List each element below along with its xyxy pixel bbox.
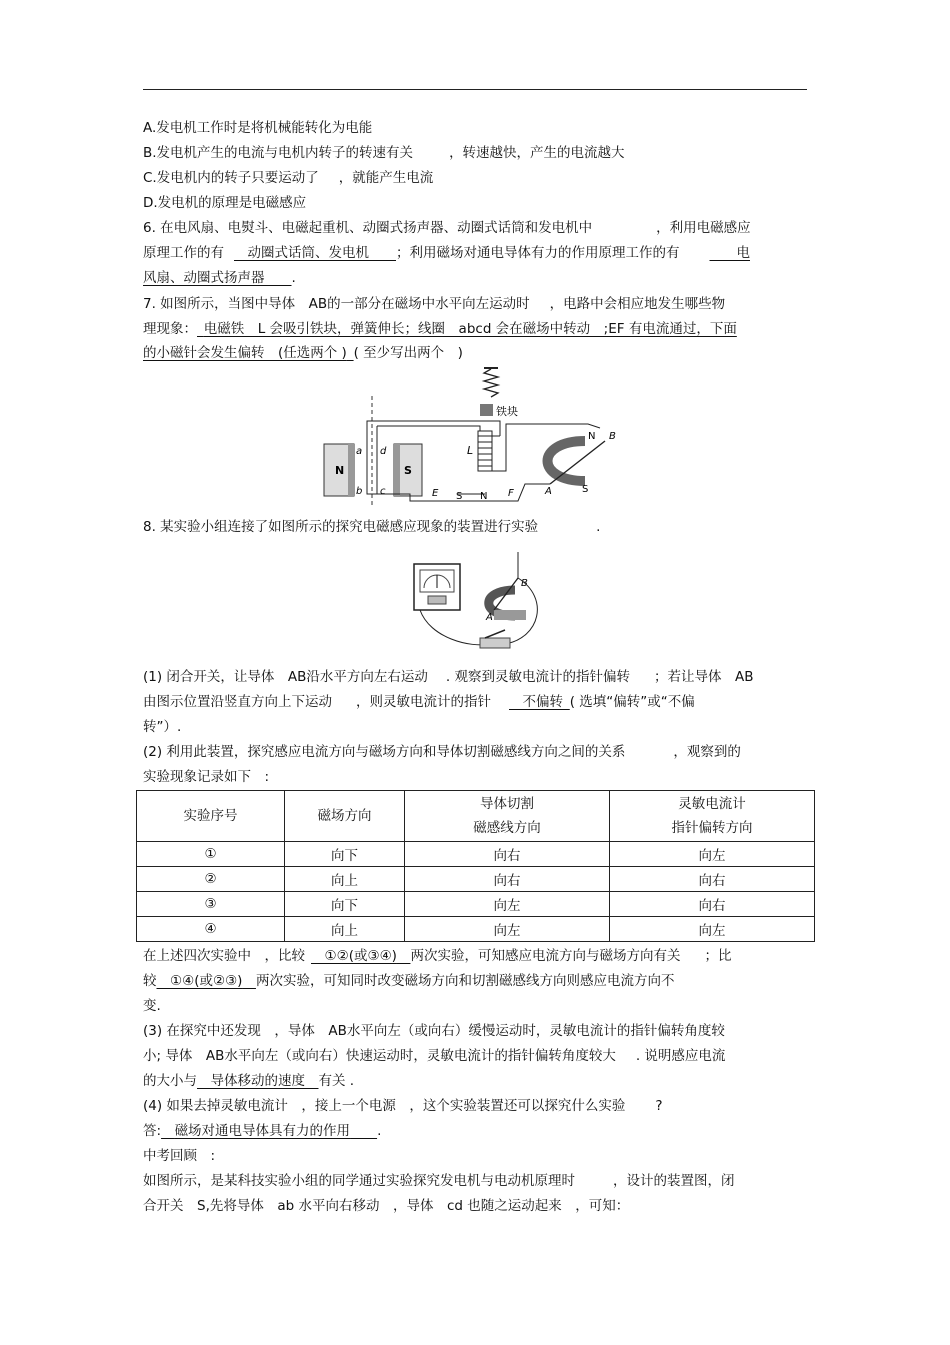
- svg-text:b: b: [356, 486, 363, 497]
- p1-answer: 不偏转: [522, 694, 563, 710]
- svg-text:S: S: [456, 491, 463, 502]
- svg-text:d: d: [380, 446, 387, 457]
- svg-text:N: N: [335, 464, 345, 477]
- option-a: A.发电机工作时是将机械能转化为电能: [143, 120, 373, 136]
- option-b: B.发电机产生的电流与电机内转子的转速有关 ，转速越快，产生的电流越大: [143, 145, 625, 161]
- header-rule: [143, 89, 807, 90]
- svg-text:F: F: [508, 488, 514, 499]
- q6-line2: 原理工作的有 动圈式话筒、发电机 ；利用磁场对通电导体有力的作用原理工作的有 电: [143, 245, 750, 261]
- svg-text:B: B: [521, 578, 528, 589]
- p1-line1: (1) 闭合开关，让导体 AB沿水平方向左右运动 . 观察到灵敏电流计的指针偏转 ；若让导体 AB: [143, 669, 754, 685]
- after-line1: 在上述四次实验中 ，比较 ①②(或③④) 两次实验，可知感应电流方向与磁场方向有关 ；比: [143, 948, 732, 964]
- svg-text:S: S: [404, 464, 412, 477]
- after-answer-2: ①④(或②③): [170, 973, 243, 989]
- q8-line: 8. 某实验小组连接了如图所示的探究电磁感应现象的装置进行实验 .: [143, 519, 601, 535]
- spring-icon: [484, 369, 498, 397]
- table-row: ② 向上 向右 向右: [137, 867, 815, 892]
- electromagnet-l: [478, 431, 492, 471]
- q6-line1: 6. 在电风扇、电熨斗、电磁起重机、动圈式扬声器、动圈式话筒和发电机中 ，利用电磁感应: [143, 220, 751, 236]
- q7-line1: 7. 如图所示，当图中导体 AB的一部分在磁场中水平向左运动时 ，电路中会相应地发生哪些物: [143, 296, 726, 312]
- svg-text:L: L: [467, 444, 474, 457]
- q6-answer-2a: 电: [736, 245, 750, 261]
- p2-line2: 实验现象记录如下 :: [143, 769, 270, 785]
- svg-text:c: c: [380, 486, 386, 497]
- p2-line1: (2) 利用此装置，探究感应电流方向与磁场方向和导体切割磁感线方向之间的关系 ，观察到的: [143, 744, 741, 760]
- q6-answer-1: 动圈式话筒、发电机: [247, 245, 369, 261]
- q7-answer-2: 的小磁针会发生偏转 (任选两个 ): [143, 345, 347, 361]
- table-row: ① 向下 向右 向左: [137, 842, 815, 867]
- switch-icon: [480, 638, 510, 648]
- option-c: C.发电机内的转子只要运动了 ，就能产生电流: [143, 170, 434, 186]
- header-cell: 灵敏电流计 指针偏转方向: [610, 791, 815, 842]
- iron-block: [480, 404, 493, 416]
- p3-line2: 小; 导体 AB水平向左（或向右）快速运动时，灵敏电流计的指针偏转角度较大 . 说明感应电流: [143, 1048, 726, 1064]
- header-cell: 磁场方向: [285, 791, 405, 842]
- table-row: ③ 向下 向左 向右: [137, 892, 815, 917]
- q7-line2: 理现象： 电磁铁 L 会吸引铁块，弹簧伸长；线圈 abcd 会在磁场中转动 ;EF 有电流通过，下面: [143, 321, 737, 337]
- p3-line3: 的大小与 导体移动的速度 有关 .: [143, 1073, 355, 1089]
- header-cell: 实验序号: [137, 791, 285, 842]
- svg-text:E: E: [432, 488, 439, 499]
- svg-text:A: A: [486, 612, 493, 623]
- p3-line1: (3) 在探究中还发现 ，导体 AB水平向左（或向右）缓慢运动时，灵敏电流计的指针偏转角度较: [143, 1023, 725, 1039]
- svg-text:a: a: [356, 446, 363, 457]
- after-line3: 变.: [143, 998, 161, 1014]
- svg-text:N: N: [588, 431, 596, 442]
- experiment-table: [136, 790, 815, 942]
- svg-text:B: B: [609, 431, 616, 442]
- after-answer-1: ①②(或③④): [324, 948, 397, 964]
- header-cell: 导体切割 磁感线方向: [405, 791, 610, 842]
- p3-answer: 导体移动的速度: [210, 1073, 305, 1089]
- svg-text:N: N: [480, 491, 488, 502]
- p1-line3: 转”）.: [143, 719, 182, 735]
- q7-line3: 的小磁针会发生偏转 (任选两个 ) ( 至少写出两个 ): [143, 345, 463, 361]
- figure-induction-apparatus: [410, 548, 560, 658]
- after-line2: 较 ①④(或②③) 两次实验，可知同时改变磁场方向和切割磁感线方向则感应电流方向不: [143, 973, 675, 989]
- table-header-row: [137, 791, 815, 842]
- q7-answer-1: 电磁铁 L 会吸引铁块，弹簧伸长；线圈 abcd 会在磁场中转动 ;EF 有电流通过，下面: [203, 321, 737, 337]
- p4-line1: (4) 如果去掉灵敏电流计 ，接上一个电源 ，这个实验装置还可以探究什么实验 ?: [143, 1098, 663, 1114]
- review-line2: 合开关 S,先将导体 ab 水平向右移动 ，导体 cd 也随之运动起来 ，可知：: [143, 1198, 630, 1214]
- review-line1: 如图所示，是某科技实验小组的同学通过实验探究发电机与电动机原理时 ，设计的装置图，闭: [143, 1173, 735, 1189]
- review-heading: 中考回顾 :: [143, 1148, 216, 1164]
- q6-line3: 风扇、动圈式扬声器 .: [143, 270, 296, 286]
- p4-answer: 磁场对通电导体具有力的作用: [174, 1123, 351, 1139]
- iron-block-label: 铁块: [496, 405, 518, 418]
- table-row: ④ 向上 向左 向左: [137, 917, 815, 942]
- q6-answer-2b: 风扇、动圈式扬声器: [143, 270, 265, 286]
- option-d: D.发电机的原理是电磁感应: [143, 195, 307, 211]
- p1-line2: 由图示位置沿竖直方向上下运动 ，则灵敏电流计的指针 不偏转 ( 选填“偏转”或“不偏: [143, 694, 695, 710]
- svg-text:A: A: [545, 486, 552, 497]
- figure-electromagnet-circuit: [320, 366, 620, 506]
- svg-text:S: S: [582, 484, 589, 495]
- p4-line2: 答: 磁场对通电导体具有力的作用 .: [143, 1123, 382, 1139]
